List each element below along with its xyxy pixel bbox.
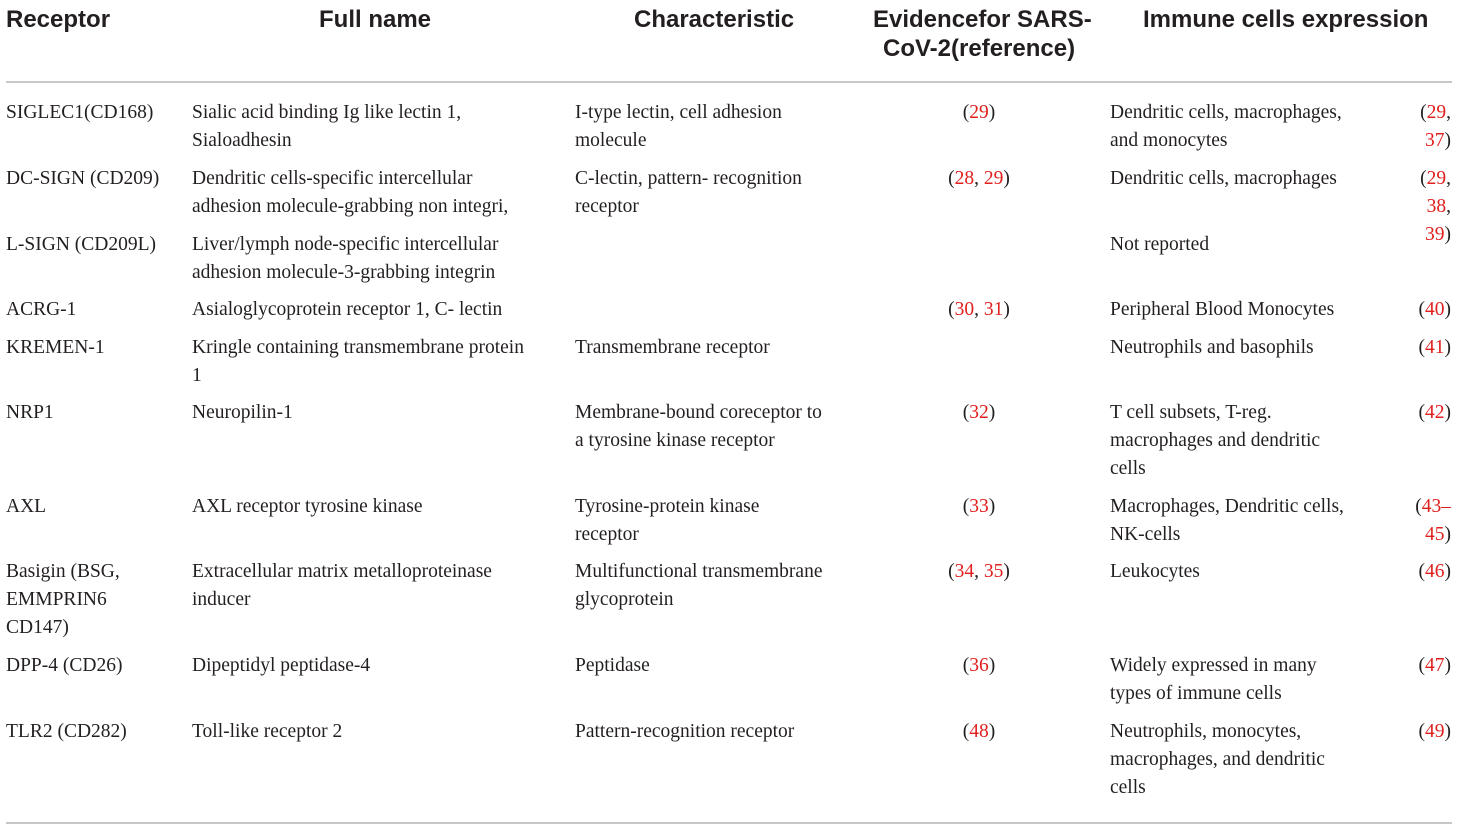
full-name-cell: Dipeptidyl peptidase-4 <box>192 655 371 676</box>
receptor-cell: ACRG-1 <box>6 299 77 320</box>
characteristic-cell: a tyrosine kinase receptor <box>575 430 775 451</box>
immune-cell: cells <box>1110 458 1146 479</box>
bottom-rule <box>6 822 1452 824</box>
full-name-cell: adhesion molecule-grabbing non integri, <box>192 196 509 217</box>
evidence-cell <box>924 99 1034 127</box>
ref-punctuation: ) <box>1444 130 1451 151</box>
ref-punctuation: ( <box>948 561 955 582</box>
immune-cell: Not reported <box>1110 234 1210 255</box>
ref-punctuation: ( <box>962 402 970 423</box>
immune-reference-cell <box>1405 652 1451 680</box>
characteristic-cell: Membrane-bound coreceptor to <box>575 402 822 423</box>
ref-punctuation: ) <box>988 102 996 123</box>
receptor-cell: L-SIGN (CD209L) <box>6 234 157 255</box>
ref-punctuation: ) <box>1444 337 1451 358</box>
reference-link[interactable]: 29 <box>983 168 1004 189</box>
characteristic-cell: C-lectin, pattern- recognition <box>575 168 802 189</box>
ref-punctuation: ( <box>1420 102 1427 123</box>
reference-link[interactable]: 48 <box>969 721 989 742</box>
ref-punctuation: , <box>974 168 984 189</box>
ref-punctuation: ( <box>1420 168 1427 189</box>
ref-punctuation: ) <box>988 655 996 676</box>
evidence-cell <box>924 165 1034 193</box>
reference-link[interactable]: 29 <box>1426 168 1447 189</box>
immune-cell: Dendritic cells, macrophages, <box>1110 102 1342 123</box>
reference-link[interactable]: 35 <box>983 561 1004 582</box>
reference-link[interactable]: 36 <box>969 655 989 676</box>
immune-cell: Macrophages, Dendritic cells, <box>1110 496 1344 517</box>
immune-reference-cell <box>1405 193 1451 221</box>
ref-punctuation: ( <box>1418 561 1425 582</box>
full-name-cell: Neuropilin-1 <box>192 402 293 423</box>
ref-punctuation: ) <box>988 496 996 517</box>
full-name-cell: Kringle containing transmembrane protein <box>192 337 524 358</box>
immune-cell: Dendritic cells, macrophages <box>1110 168 1337 189</box>
full-name-cell: Extracellular matrix metalloproteinase <box>192 561 492 582</box>
ref-punctuation: ) <box>1003 168 1010 189</box>
header-evidence-line1: Evidencefor SARS- <box>873 6 1092 33</box>
receptor-cell: KREMEN-1 <box>6 337 105 358</box>
immune-reference-cell <box>1405 127 1451 155</box>
evidence-cell <box>924 399 1034 427</box>
immune-reference-cell <box>1405 399 1451 427</box>
characteristic-cell: Multifunctional transmembrane <box>575 561 823 582</box>
full-name-cell: Toll-like receptor 2 <box>192 721 343 742</box>
full-name-cell: Sialoadhesin <box>192 130 292 151</box>
ref-punctuation: ( <box>962 496 970 517</box>
reference-link[interactable]: 29 <box>1426 102 1447 123</box>
characteristic-cell: receptor <box>575 196 639 217</box>
ref-punctuation: ) <box>1444 402 1451 423</box>
reference-link[interactable]: 28 <box>954 168 975 189</box>
reference-link[interactable]: 45 <box>1425 524 1445 545</box>
reference-link[interactable]: 39 <box>1425 224 1445 245</box>
ref-punctuation: , <box>974 299 984 320</box>
ref-punctuation: ) <box>1444 524 1451 545</box>
header-characteristic: Characteristic <box>634 6 795 33</box>
immune-reference-cell <box>1405 521 1451 549</box>
full-name-cell: adhesion molecule-3-grabbing integrin <box>192 262 496 283</box>
characteristic-cell: Peptidase <box>575 655 650 676</box>
characteristic-cell: I-type lectin, cell adhesion <box>575 102 782 123</box>
ref-punctuation: ( <box>948 168 955 189</box>
reference-link[interactable]: 42 <box>1425 402 1445 423</box>
immune-cell: Peripheral Blood Monocytes <box>1110 299 1335 320</box>
characteristic-cell: receptor <box>575 524 639 545</box>
immune-cell: macrophages, and dendritic <box>1110 749 1325 770</box>
immune-cell: Neutrophils, monocytes, <box>1110 721 1302 742</box>
characteristic-cell: molecule <box>575 130 647 151</box>
immune-reference-cell <box>1405 165 1451 193</box>
reference-link[interactable]: 37 <box>1425 130 1445 151</box>
immune-reference-cell <box>1405 718 1451 746</box>
immune-cell: macrophages and dendritic <box>1110 430 1321 451</box>
reference-link[interactable]: 40 <box>1425 299 1445 320</box>
receptor-cell: DC-SIGN (CD209) <box>6 168 160 189</box>
reference-link[interactable]: 41 <box>1425 337 1445 358</box>
ref-punctuation: ( <box>962 655 970 676</box>
immune-cell: and monocytes <box>1110 130 1228 151</box>
immune-cell: cells <box>1110 777 1146 798</box>
reference-link[interactable]: 46 <box>1425 561 1445 582</box>
header-evidence-line2: CoV-2(reference) <box>883 35 1076 62</box>
immune-reference-cell <box>1405 334 1451 362</box>
header-immune: Immune cells expression <box>1143 6 1429 33</box>
ref-punctuation: ) <box>1444 224 1451 245</box>
immune-reference-cell <box>1405 221 1451 249</box>
ref-punctuation: ( <box>1418 402 1425 423</box>
ref-punctuation: , <box>974 561 984 582</box>
full-name-cell: Asialoglycoprotein receptor 1, C- lectin <box>192 299 503 320</box>
reference-link[interactable]: 38 <box>1426 196 1447 217</box>
ref-punctuation: ( <box>1415 496 1422 517</box>
receptor-cell: EMMPRIN6 <box>6 589 107 610</box>
header-receptor: Receptor <box>6 6 111 33</box>
full-name-cell: 1 <box>192 365 202 386</box>
immune-cell: Leukocytes <box>1110 561 1200 582</box>
receptor-cell: DPP-4 (CD26) <box>6 655 123 676</box>
ref-punctuation: ( <box>962 102 970 123</box>
ref-punctuation: ) <box>988 721 996 742</box>
ref-punctuation: , <box>1446 168 1451 189</box>
ref-punctuation: ( <box>1418 299 1425 320</box>
characteristic-cell: glycoprotein <box>575 589 674 610</box>
reference-link[interactable]: 29 <box>969 102 989 123</box>
immune-cell: Neutrophils and basophils <box>1110 337 1314 358</box>
ref-punctuation: ) <box>1444 721 1451 742</box>
reference-link[interactable]: 49 <box>1425 721 1445 742</box>
ref-punctuation: ) <box>1444 655 1451 676</box>
reference-link[interactable]: 30 <box>954 299 975 320</box>
immune-cell: Widely expressed in many <box>1110 655 1317 676</box>
header-rule <box>6 81 1452 83</box>
ref-punctuation: ) <box>1444 299 1451 320</box>
ref-punctuation: ( <box>1418 655 1425 676</box>
header-full-name: Full name <box>319 6 432 33</box>
evidence-cell <box>924 296 1034 324</box>
reference-link[interactable]: 43– <box>1421 496 1451 517</box>
full-name-cell: inducer <box>192 589 251 610</box>
immune-cell: types of immune cells <box>1110 683 1282 704</box>
reference-link[interactable]: 32 <box>969 402 989 423</box>
immune-reference-cell <box>1405 296 1451 324</box>
reference-link[interactable]: 34 <box>954 561 975 582</box>
receptor-cell: AXL <box>6 496 47 517</box>
ref-punctuation: ( <box>1418 337 1425 358</box>
ref-punctuation: ( <box>948 299 955 320</box>
reference-link[interactable]: 31 <box>983 299 1004 320</box>
characteristic-cell: Transmembrane receptor <box>575 337 770 358</box>
full-name-cell: Liver/lymph node-specific intercellular <box>192 234 499 255</box>
full-name-cell: Dendritic cells-specific intercellular <box>192 168 473 189</box>
ref-punctuation: , <box>1446 102 1451 123</box>
reference-link[interactable]: 33 <box>969 496 989 517</box>
ref-punctuation: , <box>1446 196 1451 217</box>
immune-cell: T cell subsets, T-reg. <box>1110 402 1272 423</box>
ref-punctuation: ) <box>988 402 996 423</box>
receptor-cell: CD147) <box>6 617 69 638</box>
evidence-cell <box>924 652 1034 680</box>
receptor-cell: NRP1 <box>6 402 54 423</box>
ref-punctuation: ) <box>1003 561 1010 582</box>
evidence-cell <box>924 558 1034 586</box>
characteristic-cell: Pattern-recognition receptor <box>575 721 795 742</box>
receptor-cell: TLR2 (CD282) <box>6 721 127 742</box>
full-name-cell: Sialic acid binding Ig like lectin 1, <box>192 102 462 123</box>
receptor-cell: SIGLEC1(CD168) <box>6 102 154 123</box>
ref-punctuation: ( <box>962 721 970 742</box>
ref-punctuation: ) <box>1003 299 1010 320</box>
ref-punctuation: ( <box>1418 721 1425 742</box>
reference-link[interactable]: 47 <box>1425 655 1445 676</box>
receptor-cell: Basigin (BSG, <box>6 561 120 582</box>
evidence-cell <box>924 718 1034 746</box>
immune-cell: NK-cells <box>1110 524 1181 545</box>
immune-reference-cell <box>1405 99 1451 127</box>
evidence-cell <box>924 493 1034 521</box>
immune-reference-cell <box>1405 493 1451 521</box>
full-name-cell: AXL receptor tyrosine kinase <box>192 496 423 517</box>
immune-reference-cell <box>1405 558 1451 586</box>
ref-punctuation: ) <box>1444 561 1451 582</box>
characteristic-cell: Tyrosine-protein kinase <box>575 496 760 517</box>
